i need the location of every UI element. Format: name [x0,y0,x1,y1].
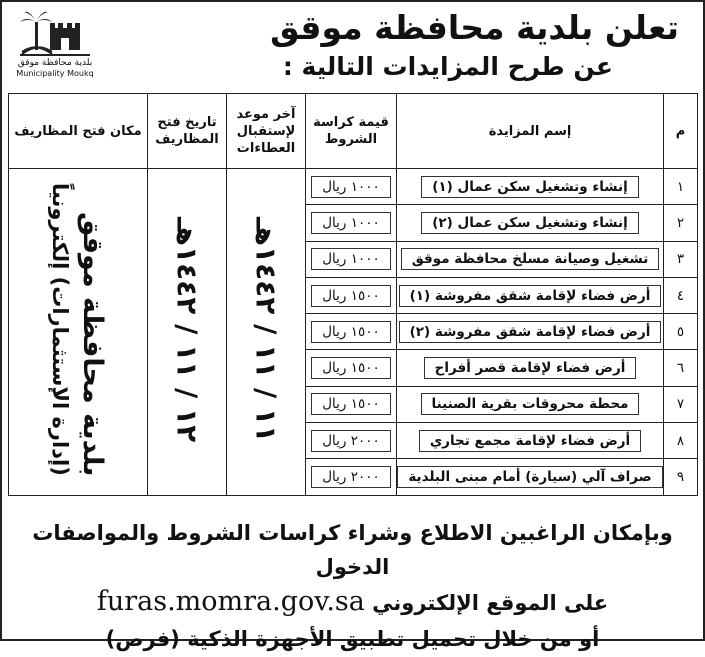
booklet-price: ٢٠٠٠ ريال [311,430,391,452]
price-cell [306,277,397,313]
row-number: ٨ [664,423,698,459]
auction-name: أرض فضاء لإقامة قصر أفراح [424,357,637,379]
header-opening-date: تاريخ فتح المظاريف [148,94,227,169]
footer-line-1: وبإمكان الراغبين الاطلاع وشراء كراسات الشروط والمواصفات الدخول [32,521,673,579]
auction-name-cell [397,459,664,495]
table-row [9,169,698,205]
header-opening-place: مكان فتح المظاريف [9,94,148,169]
auction-name: إنشاء وتشغيل سكن عمال (٢) [421,212,639,234]
row-number: ٣ [664,241,698,277]
row-number: ٧ [664,386,698,422]
row-number: ٢ [664,205,698,241]
price-cell [306,459,397,495]
auction-name-cell [397,169,664,205]
booklet-price: ١٥٠٠ ريال [311,357,391,379]
auction-name: محطة محروقات بقرية الصنينا [421,393,640,415]
row-number: ٥ [664,314,698,350]
booklet-price: ١٠٠٠ ريال [311,176,391,198]
booklet-price: ١٠٠٠ ريال [311,212,391,234]
footer-website-label: على الموقع الإلكتروني [372,591,609,615]
price-cell [306,205,397,241]
auction-name: صراف آلي (سيارة) أمام مبنى البلدية [397,466,662,488]
auction-name: أرض فضاء لإقامة شقق مفروشة (١) [399,285,662,307]
palm-swords-castle-icon [16,8,94,58]
table-header-row [9,94,698,169]
auction-name-cell [397,205,664,241]
booklet-price: ٢٠٠٠ ريال [311,466,391,488]
auction-name: تشغيل وصيانة مسلخ محافظة موقق [401,248,660,270]
opening-place-line1: بلدية محافظة موقق [77,211,109,477]
booklet-price: ١٠٠٠ ريال [311,248,391,270]
booklet-price: ١٥٠٠ ريال [311,321,391,343]
opening-place-line2: (إدارة الإستثمارات) إلكترونياً [47,183,72,477]
price-cell [306,314,397,350]
auction-name: إنشاء وتشغيل سكن عمال (١) [421,176,639,198]
auctions-table [8,93,698,496]
website-link[interactable]: furas.momra.gov.sa [96,586,365,617]
price-cell [306,350,397,386]
announcement-title: تعلن بلدية محافظة موقق [270,8,679,47]
opening-date-cell [148,169,227,496]
booklet-price: ١٥٠٠ ريال [311,285,391,307]
footer-line-3: أو من خلال تحميل تطبيق الأجهزة الذكية (فرص) [105,627,600,651]
auction-name-cell [397,350,664,386]
auction-name: أرض فضاء لإقامة مجمع تجاري [419,430,641,452]
header-auction-name: إسم المزايدة [397,94,664,169]
footer-line-2 [12,584,693,621]
logo-text-arabic: بلدية محافظة موقق [17,58,93,68]
price-cell [306,423,397,459]
auction-name-cell [397,277,664,313]
municipality-logo [16,8,94,80]
row-number: ٦ [664,350,698,386]
header-booklet-price: قيمة كراسة الشروط [306,94,397,169]
opening-place-cell [9,169,148,496]
auction-name-cell [397,386,664,422]
header-submission-deadline: آخر موعد لإستقبال العطاءات [227,94,306,169]
announcement-subtitle: عن طرح المزايدات التالية : [282,52,613,81]
price-cell [306,169,397,205]
row-number: ١ [664,169,698,205]
logo-text-english: Municipality Moukq [16,69,94,78]
auction-name: أرض فضاء لإقامة شقق مفروشة (٢) [399,321,662,343]
auction-name-cell [397,423,664,459]
price-cell [306,386,397,422]
row-number: ٩ [664,459,698,495]
header-number: م [664,94,698,169]
submission-deadline-cell [227,169,306,496]
price-cell [306,241,397,277]
announcement-footer [12,516,693,657]
row-number: ٤ [664,277,698,313]
submission-deadline: ١١ / ١١ / ١٤٤٢هـ [249,217,283,443]
booklet-price: ١٥٠٠ ريال [311,393,391,415]
auction-name-cell [397,314,664,350]
opening-date: ١٢ / ١١ / ١٤٤٢هـ [170,217,204,443]
auction-name-cell [397,241,664,277]
